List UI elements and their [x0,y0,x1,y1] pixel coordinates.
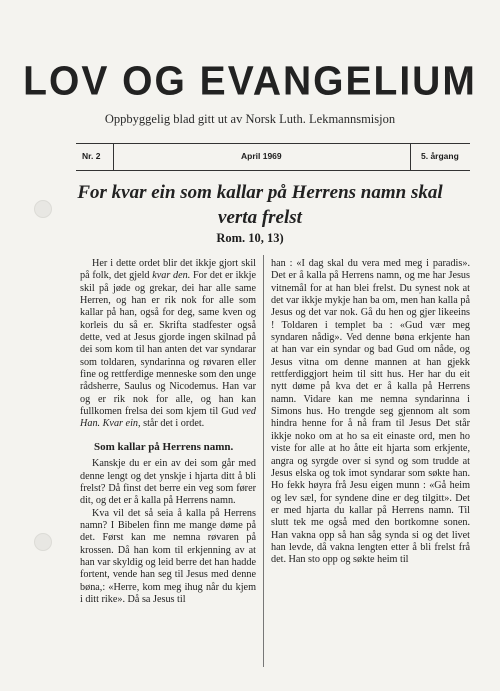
separator [410,143,411,171]
paragraph [80,258,256,431]
right-column [271,258,470,567]
paragraph: Kva vil det så seia å kalla på Herrens namn? I Bibelen finn me mange døme på det. Først kan me nemna røvaren på krossen. Då han kom til erkjenning av at han var skyldig og leid berre det han hadde fortent, vende han seg til Jesus med denne bøna,: «Herre, kom meg ihug når du kjem i ditt rike». Då sa Jesus til [80,507,256,605]
section-heading: Som kallar på Herrens namn. [94,440,234,453]
text: står det i ordet. [140,418,205,430]
article-title: For kvar ein som kallar på Herrens namn skal verta frelst [77,182,443,228]
separator [113,143,114,171]
punch-hole [34,200,52,218]
masthead-subtitle: Oppbyggelig blad gitt ut av Norsk Luth. Lekmannsmisjon [104,112,396,126]
issue-number: Nr. 2 [82,151,101,161]
text: For det er ikkje skil på jøde og grekar, dei har alle same Herren, og han er rik nok for alle som kallar på han, også for deg, same kven og korleis du så er. Skrifta stadfester også dette, ved at Jesus gjorde ingen skilnad på dei som kom til han anten det var syndarar som toldaren, syndarinna og røvaren eller fine og rettferdige menneske som den unge rådsherre, Saulus og Nicodemus. Han var og er rik nok for alle, og han kan fullkomen frelsa dei som kjem til Gud [80,270,257,418]
text: Her i dette ordet blir det ikkje gjort skil på folk, det gjeld [80,258,256,282]
issue-info-bar [76,143,470,171]
paragraph: han : «I dag skal du vera med meg i paradis». Det er å kalla på Herrens namn, og me har Jesus vitnemål for at han blei frelst. Du synest nok at det var ikkje mykje han ba om, men han kalla på Jesus og det var nok. Gå du hen og gjer likeeins ! Toldaren i templet ba : «Gud vær meg syndaren nådig». Ved denne bøna erkjente han at han var ein syndar og bad Gud om nåde, og Jesus vitna om denne mannen at han gjekk rettferdiggjort heim til sitt hus. Her har du eit nytt døme på kva det er å kalla på Herrens namn. Vidare kan me nemna syndarinna i Simons hus. Ho trengde seg gjennom alt som hindra henne for å nå fram til Jesus Det står ikkje noko om at ho sa eit einaste ord, men ho viste for alle at ho åtte eit hjarta som erkjente, angra og syrgde over si synd og som trudde at Jesus elska og tok imot syndarar som søkte han. Ho fekk høyra frå Jesu eigen munn : «Gå heim og lev sæl, for syndene dine er deg tilgitt». Det er med hjarta du kallar på Herrens namn. Til slutt tek me også med den bortkomne sonen. Han vakna opp så han såg synda si og det livet han levde, då vakna lengten etter å bli frelst frå det. Han sto opp og søkte heim til [271,258,470,566]
paragraph: Kanskje du er ein av dei som går med denne lengt og det ynskje i hjarta ditt å bli frelst? Då finst det berre ein veg som fører dit, og det er å kalla på Herrens namn. [80,458,256,507]
emphasis-text: ved Han. Kvar ein, [80,406,256,430]
issue-date: April 1969 [241,151,282,161]
masthead-title: LOV OG EVANGELIUM [23,58,477,105]
punch-hole [34,533,52,551]
column-divider [263,255,264,667]
issue-volume: 5. årgang [421,151,459,161]
emphasis-text: kvar den. [152,270,191,282]
bible-reference: Rom. 10, 13) [216,231,284,245]
left-column [80,258,256,606]
